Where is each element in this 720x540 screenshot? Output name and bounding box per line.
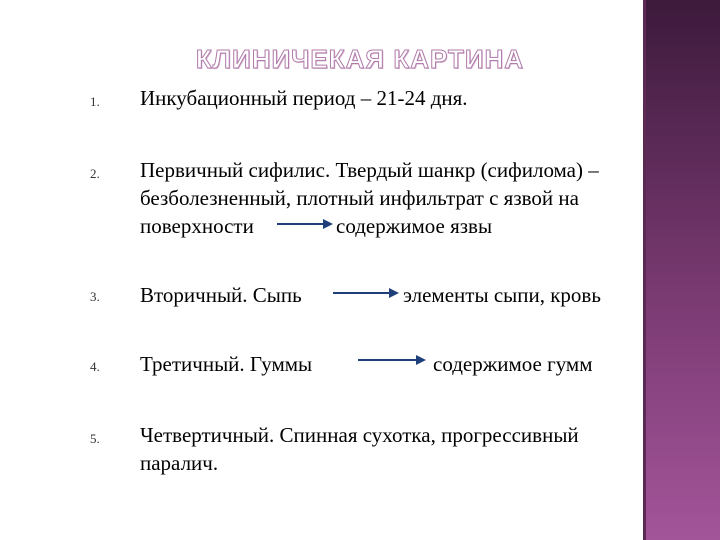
list-item-text: паралич. — [140, 451, 219, 475]
list-item-text: безболезненный, плотный инфильтрат с язвой на — [140, 186, 579, 210]
arrow-target-text: элементы сыпи, кровь — [403, 283, 601, 307]
list-item-text: Первичный сифилис. Твердый шанкр (сифилома) – — [140, 158, 599, 182]
right-arrow-icon — [333, 286, 399, 300]
list-item-text: Инкубационный период – 21-24 дня. — [140, 86, 468, 110]
arrow-target-text: содержимое гумм — [433, 352, 593, 376]
list-number: 4. — [90, 359, 100, 374]
right-arrow-icon — [358, 353, 426, 367]
right-arrow-icon — [277, 217, 333, 231]
decorative-side-panel — [643, 0, 720, 540]
list-number: 2. — [90, 166, 100, 181]
slide-title: КЛИНИЧЕКАЯ КАРТИНА — [195, 44, 525, 74]
list-item-text: Четвертичный. Спинная сухотка, прогрессивный — [140, 423, 579, 447]
list-number: 3. — [90, 289, 100, 304]
list-number: 5. — [90, 431, 100, 446]
list-item-text: Третичный. Гуммы — [140, 352, 313, 376]
list-item-text: поверхности — [140, 214, 254, 238]
list-item-text: Вторичный. Сыпь — [140, 283, 302, 307]
list-number: 1. — [90, 94, 100, 109]
arrow-target-text: содержимое язвы — [336, 214, 493, 238]
